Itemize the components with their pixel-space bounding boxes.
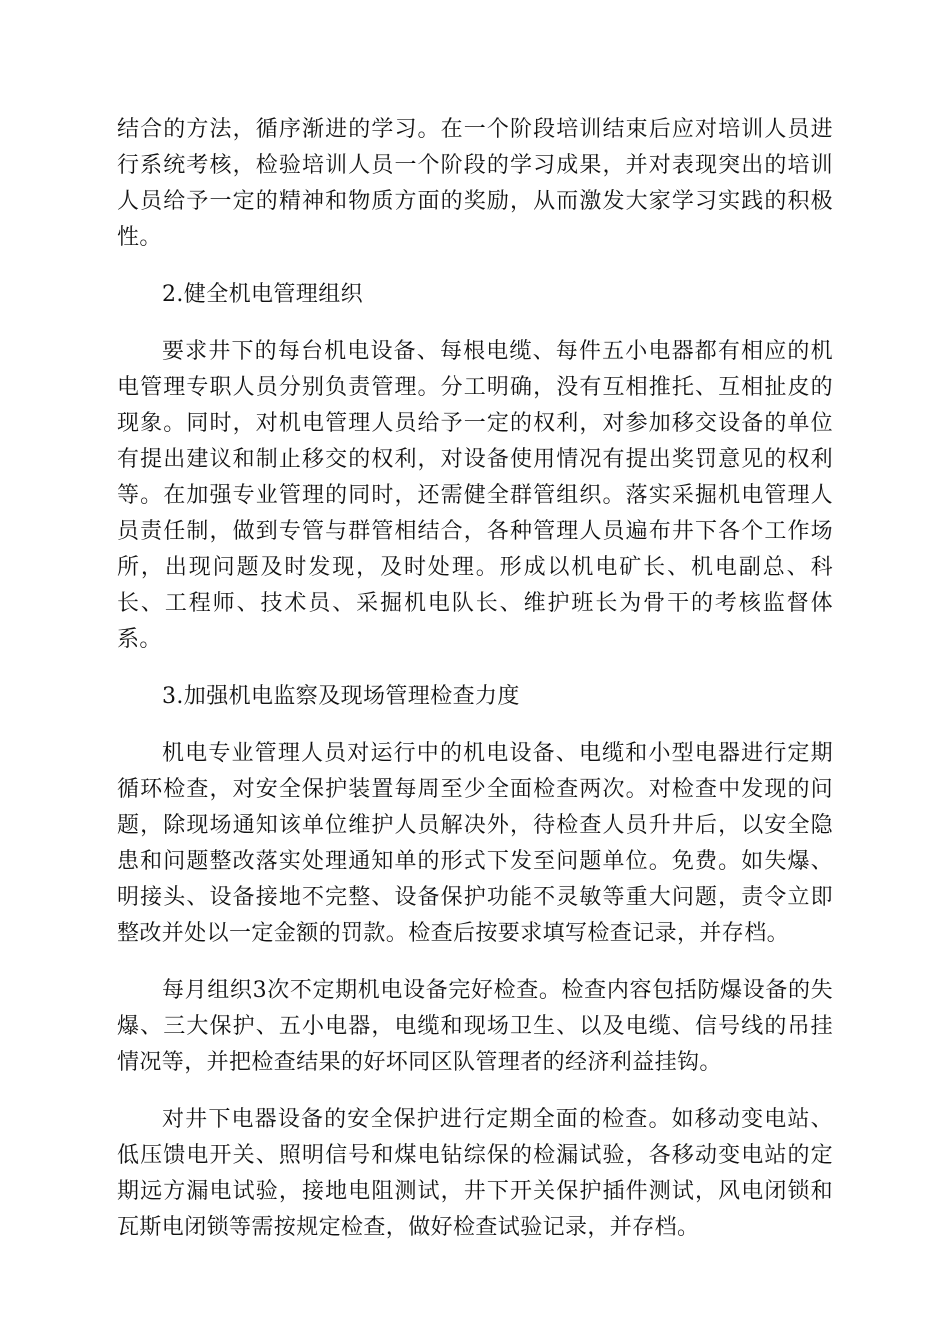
- paragraph-4: 每月组织3次不定期机电设备完好检查。检查内容包括防爆设备的失爆、三大保护、五小电器，电缆和现场卫生、以及电缆、信号线的吊挂情况等，并把检查结果的好坏同区队管理者的经济利益挂钩。: [117, 978, 833, 1075]
- paragraph-1: 结合的方法，循序渐进的学习。在一个阶段培训结束后应对培训人员进行系统考核，检验培训人员一个阶段的学习成果，并对表现突出的培训人员给予一定的精神和物质方面的奖励，从而激发大家学习实践的积极性。: [117, 117, 833, 250]
- section-heading-2: 2.健全机电管理组织: [162, 282, 363, 307]
- paragraph-5: 对井下电器设备的安全保护进行定期全面的检查。如移动变电站、低压馈电开关、照明信号和煤电钻综保的检漏试验，各移动变电站的定期远方漏电试验，接地电阻测试，井下开关保护插件测试，风电闭锁和瓦斯电闭锁等需按规定检查，做好检查试验记录，并存档。: [117, 1107, 833, 1240]
- paragraph-2: 要求井下的每台机电设备、每根电缆、每件五小电器都有相应的机电管理专职人员分别负责管理。分工明确，没有互相推托、互相扯皮的现象。同时，对机电管理人员给予一定的权利，对参加移交设备的单位有提出建议和制止移交的权利，对设备使用情况有提出奖罚意见的权利等。在加强专业管理的同时，还需健全群管组织。落实采掘机电管理人员责任制，做到专管与群管相结合，各种管理人员遍布井下各个工作场所，出现问题及时发现，及时处理。形成以机电矿长、机电副总、科长、工程师、技术员、采掘机电队长、维护班长为骨干的考核监督体系。: [117, 339, 833, 652]
- document-body: [117, 112, 833, 1267]
- paragraph-3: 机电专业管理人员对运行中的机电设备、电缆和小型电器进行定期循环检查，对安全保护装置每周至少全面检查两次。对检查中发现的问题，除现场通知该单位维护人员解决外，待检查人员升井后，以安全隐患和问题整改落实处理通知单的形式下发至问题单位。免费。如失爆、明接头、设备接地不完整、设备保护功能不灵敏等重大问题，责令立即整改并处以一定金额的罚款。检查后按要求填写检查记录，并存档。: [117, 741, 833, 946]
- section-heading-3: 3.加强机电监察及现场管理检查力度: [162, 684, 520, 709]
